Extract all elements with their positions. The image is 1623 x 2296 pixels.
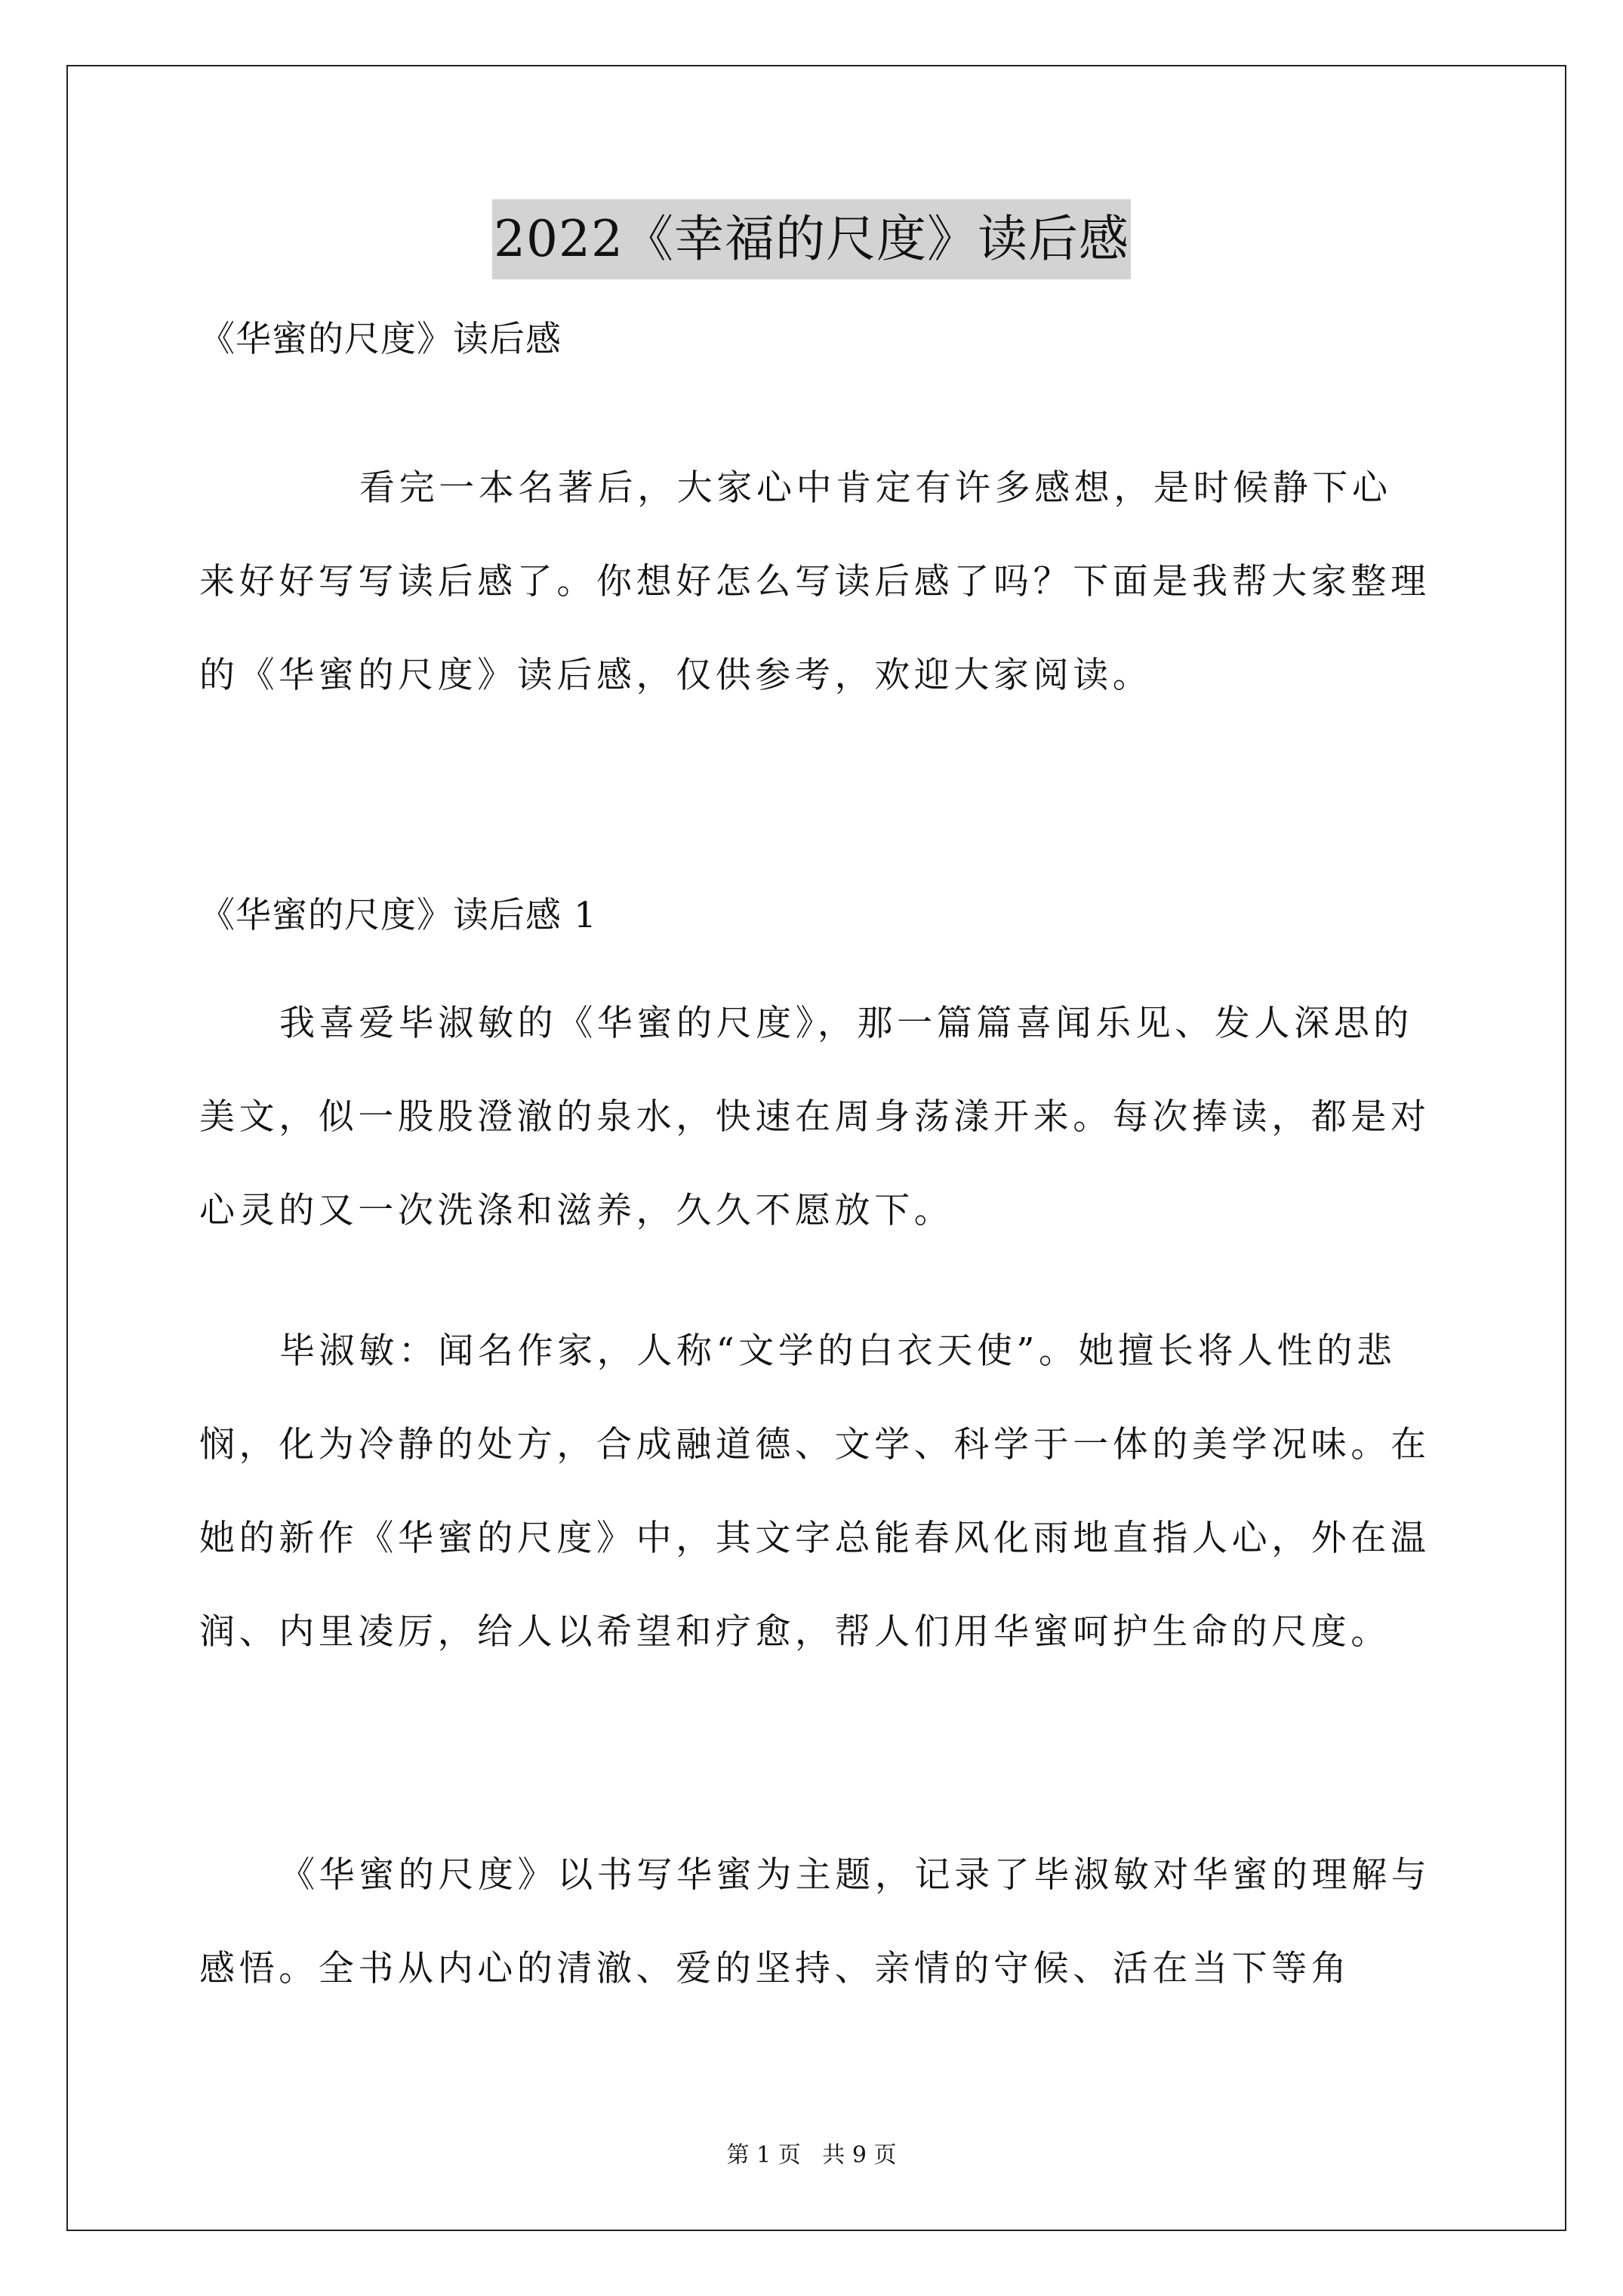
section-heading: 《华蜜的尺度》读后感 1 xyxy=(199,895,597,936)
body-paragraph: 毕淑敏：闻名作家，人称“文学的白衣天使”。她擅长将人性的悲悯，化为冷静的处方，合成融道德、文学、科学于一体的美学况味。在她的新作《华蜜的尺度》中，其文字总能春风化雨地直指人心，外在温润、内里凌厉，给人以希望和疗愈，帮人们用华蜜呵护生命的尺度。 xyxy=(199,1330,1431,1653)
intro-paragraph: 看完一本名著后，大家心中肯定有许多感想，是时候静下心来好好写写读后感了。你想好怎么写读后感了吗？下面是我帮大家整理的《华蜜的尺度》读后感，仅供参考，欢迎大家阅读。 xyxy=(199,467,1431,696)
title-container xyxy=(0,199,1623,279)
page-footer: 第 1 页 共 9 页 xyxy=(726,2142,897,2168)
document-title: 2022《幸福的尺度》读后感 xyxy=(492,199,1131,279)
body-paragraph: 我喜爱毕淑敏的《华蜜的尺度》，那一篇篇喜闻乐见、发人深思的美文，似一股股澄澈的泉水，快速在周身荡漾开来。每次捧读，都是对心灵的又一次洗涤和滋养，久久不愿放下。 xyxy=(199,1003,1431,1231)
intro-heading: 《华蜜的尺度》读后感 xyxy=(199,319,562,360)
body-paragraph: 《华蜜的尺度》以书写华蜜为主题，记录了毕淑敏对华蜜的理解与感悟。全书从内心的清澈、爱的坚持、亲情的守候、活在当下等角 xyxy=(199,1854,1431,1989)
